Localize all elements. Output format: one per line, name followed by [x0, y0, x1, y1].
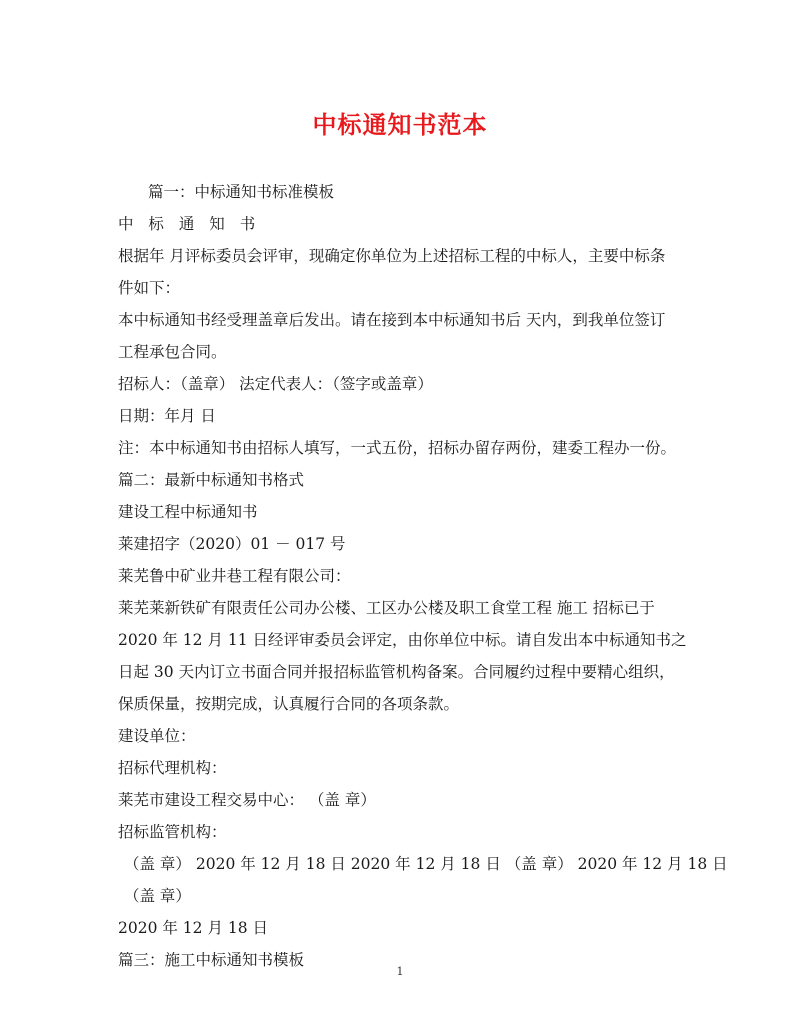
paragraph-line: 工程承包合同。 — [118, 343, 227, 361]
paragraph-line: 日起 30 天内订立书面合同并报招标监管机构备案。合同履约过程中要精心组织， — [118, 663, 675, 681]
label-line: 招标监管机构： — [118, 823, 227, 841]
section-heading-3: 篇三：施工中标通知书模板 — [118, 951, 305, 969]
paragraph-line: 2020 年 12 月 11 日经评审委员会评定，由你单位中标。请自发出本中标通知书之 — [118, 631, 687, 649]
paragraph-line: 根据年 月评标委员会评审，现确定你单位为上述招标工程的中标人，主要中标条 — [118, 247, 666, 265]
date-line: 日期：年月 日 — [118, 407, 216, 425]
notice-heading: 建设工程中标通知书 — [118, 503, 258, 521]
date-line: 2020 年 12 月 18 日 — [118, 919, 269, 937]
stamp-line: （盖 章） — [124, 887, 191, 905]
section-heading-2: 篇二：最新中标通知书格式 — [118, 471, 305, 489]
note-line: 注：本中标通知书由招标人填写，一式五份，招标办留存两份，建委工程办一份。 — [118, 439, 677, 457]
signature-line: 招标人：（盖章） 法定代表人：（签字或盖章） — [118, 375, 433, 393]
document-number: 莱建招字（2020）01 － 017 号 — [118, 535, 346, 553]
document-body — [118, 176, 728, 976]
document-title: 中标通知书范本 — [312, 110, 488, 139]
paragraph-line: 莱芜莱新铁矿有限责任公司办公楼、工区办公楼及职工食堂工程 施工 招标已于 — [118, 599, 655, 617]
section-heading-1: 篇一：中标通知书标准模板 — [148, 183, 335, 201]
label-line: 招标代理机构： — [118, 759, 227, 777]
notice-heading: 中 标 通 知 书 — [118, 215, 261, 233]
recipient-line: 莱芜鲁中矿业井巷工程有限公司： — [118, 567, 351, 585]
paragraph-line: 件如下： — [118, 279, 181, 297]
paragraph-line: 本中标通知书经受理盖章后发出。请在接到本中标通知书后 天内，到我单位签订 — [118, 311, 666, 329]
page-number: 1 — [396, 965, 404, 978]
stamp-date-row: （盖 章） 2020 年 12 月 18 日 2020 年 12 月 18 日 （盖 章） 2020 年 12 月 18 日 — [124, 855, 728, 873]
label-line: 莱芜市建设工程交易中心： （盖 章） — [118, 791, 376, 809]
paragraph-line: 保质保量，按期完成，认真履行合同的各项条款。 — [118, 695, 460, 713]
label-line: 建设单位： — [118, 727, 196, 745]
